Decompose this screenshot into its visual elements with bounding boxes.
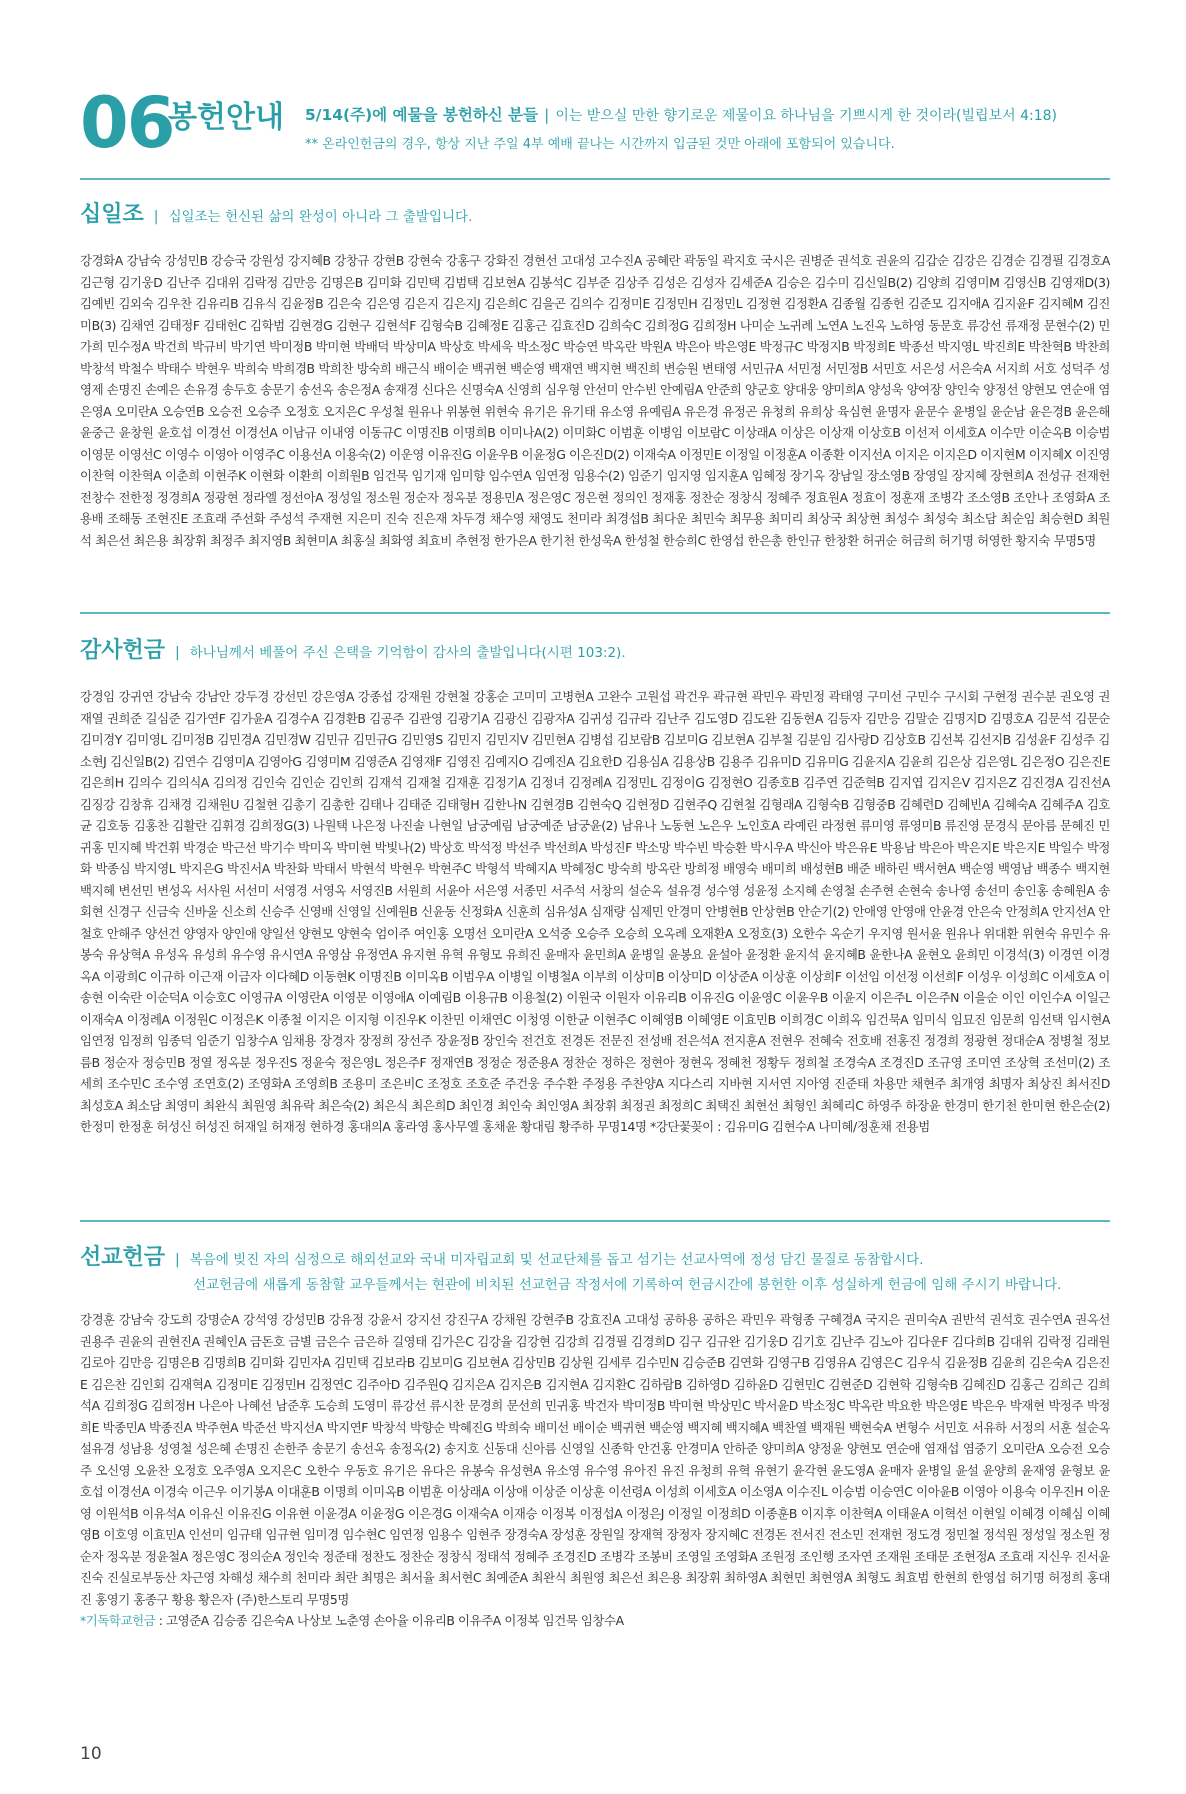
verse-text: 이는 받으실 만한 향기로운 제물이요 하나님을 기쁘시게 한 것이라(빌립보서 4:18) — [555, 108, 1057, 124]
mission-description-2: 선교헌금에 새롭게 동참할 교우들께서는 현관에 비치된 선교헌금 작정서에 기록하여 헌금시간에 봉헌한 이후 성실하게 헌금에 임해 주시기 바랍니다. — [193, 1277, 1062, 1293]
section-number: 06 — [80, 82, 174, 164]
thanks-title: 감사헌금 — [80, 638, 166, 663]
tithe-description: 십일조는 헌신된 삶의 완성이 아니라 그 출발입니다. — [168, 209, 473, 225]
page-number: 10 — [80, 1744, 102, 1764]
subtitle: 5/14(주)에 예물을 봉헌하신 분들 — [305, 106, 539, 124]
thanks-section — [80, 633, 1110, 1138]
divider — [80, 612, 1110, 614]
school-offering-names: : 고영준A 김승종 김은숙A 나상보 노춘영 손아율 이유리B 이유주A 이정복 임건묵 임창수A — [155, 1613, 624, 1628]
separator: | — [175, 1252, 180, 1268]
separator: | — [153, 209, 159, 225]
mission-names-block — [80, 1309, 1110, 1632]
thanks-heading — [80, 633, 1110, 664]
separator: | — [175, 645, 180, 661]
school-offering-label: *기독학교헌금 — [80, 1613, 156, 1628]
online-note: ** 온라인헌금의 경우, 항상 지난 주일 4부 예배 끝나는 시간까지 입금된 것만 아래에 포함되어 있습니다. — [305, 137, 895, 152]
page-header — [80, 84, 1110, 164]
divider — [80, 1220, 1110, 1222]
tithe-heading — [80, 197, 1110, 228]
separator: | — [544, 106, 550, 124]
tithe-title: 십일조 — [80, 202, 144, 227]
divider — [80, 178, 1110, 180]
mission-title: 선교헌금 — [80, 1245, 166, 1270]
tithe-section — [80, 197, 1110, 551]
tithe-names: 강경화A 강남숙 강성민B 강승국 강원성 강지혜B 강창규 강현B 강현숙 강홍구 강화진 경현선 고대성 고수진A 공혜란 곽동일 곽지호 국시은 권병준 권석호 권윤의 김갑순 김강은 김경순 김경필 김경호A 김근형 김기웅D 김난주 김대위 김락정 김만응 김명은B 김미화 김민택 김범택 김보현A 김봉석C 김부준 김상주 김성은 김성자 김세준A 김승은 김수미 김신일B(2) 김양희 김영미M 김영신B 김영재D(3) 김예빈 김외숙 김우찬 김유리B 김유식 김윤정B 김은숙 김은영 김은지 김은지J 김은희C 김을곤 김의수 김정미E 김정민H 김정민L 김정현 김정환A 김종월 김종헌 김준모 김지애A 김지윤F 김지혜M 김진미B(3) 김채연 김태정F 김태헌C 김학범 김현경G 김현구 김현석F 김형숙B 김혜정E 김홍근 김효진D 김희숙C 김희정G 김희정H 나미순 노귀례 노연A 노진옥 노하영 동문호 류강선 류재정 문현수(2) 민가희 민수정A 박건희 박규비 박기연 박미정B 박미현 박배덕 박상미A 박상호 박세욱 박소정C 박승연 박옥란 박원A 박은아 박은영E 박정규C 박정지B 박정희E 박종선 박지영L 박진희E 박찬혁B 박찬희 박창석 박철수 박태수 박현우 박희숙 박희경B 박희찬 방숙희 배근식 배이순 백귀현 백순영 백재연 백지현 백진희 변승원 변태영 서민규A 서민정 서민정B 서민호 서은성 서은숙A 서지희 서호 성덕주 성영제 손명진 손예은 손유경 송두호 송문기 송선옥 송은정A 송재경 신다은 신명숙A 신영희 심우형 안선미 안수빈 안예림A 안준희 양군호 양대웅 양미희A 양성욱 양여장 양인숙 양정선 양현모 연순애 염은영A 오미란A 오승연B 오승전 오승주 오정호 오지은C 우성철 원유나 위봉현 위현숙 유기은 유기태 유소영 유예림A 유은경 유정곤 유청희 유희상 육심현 윤명자 윤문수 윤병일 윤순남 윤은경B 윤은해 윤중근 윤창원 윤호섭 이경선 이경선A 이남규 이내영 이동규C 이명진B 이명희B 이미나A(2) 이미화C 이범훈 이병임 이보람C 이상래A 이상은 이상재 이상호B 이선저 이세호A 이수만 이순옥B 이승범 이영문 이영선C 이영수 이영아 이영주C 이용선A 이용숙(2) 이운영 이유진G 이윤우B 이윤정G 이은진D(2) 이재숙A 이정민E 이정일 이정훈A 이종환 이지선A 이지은 이지은D 이지현M 이지혜X 이진영 이찬혁 이찬혁A 이춘희 이현주K 이현화 이환희 이희원B 임건묵 임기재 임미향 임수연A 임연정 임용수(2) 임준기 임지영 임지훈A 임혜정 장기옥 장남일 장소영B 장영일 장지혜 장현희A 전성규 전재헌 전창수 전한정 정경희A 정광현 정라엘 정선아A 정성일 정소원 정순자 정옥분 정용민A 정은영C 정은현 정의인 정재홍 정찬순 정창식 정혜주 정효원A 정효이 정훈재 조병각 조소영B 조안나 조영화A 조용배 조해동 조현진E 조효래 주선화 주성석 주재현 지은미 진숙 진은재 차두경 채수영 채영도 천미라 최경섭B 최다운 최민숙 최무용 최미리 최상국 최상현 최성수 최성숙 최소담 최순임 최승현D 최원석 최은선 최은용 최장휘 최정주 최지영B 최현미A 최홍실 최화영 최효비 추현정 한가은A 한기천 한성욱A 한성철 한승희C 한영섭 한은총 한인규 한창환 허귀순 허금희 허기명 허영한 황지숙 무명5명 — [80, 253, 1110, 548]
mission-section — [80, 1240, 1110, 1632]
subtitle-line — [305, 103, 1057, 125]
mission-description-1: 복음에 빚진 자의 심정으로 해외선교와 국내 미자립교회 및 선교단체를 돕고 섬기는 선교사역에 정성 담긴 물질로 동참합시다. — [189, 1252, 924, 1268]
thanks-names: 강경임 강귀연 강남숙 강남안 강두경 강선민 강은영A 강종섭 강재원 강현철 강홍순 고미미 고병현A 고완수 고원섭 곽건우 곽규현 곽민우 곽민정 곽태영 구미선 구민수 구시회 구현정 권수분 권오영 권재열 권희준 길심준 김가연F 김가윤A 김경수A 김경환B 김공주 김관영 김광기A 김광신 김광자A 김귀성 김규라 김난주 김도영D 김도완 김동현A 김등자 김만응 김말순 김명지D 김명호A 김문석 김문순 김미경Y 김미영L 김미정B 김민경A 김민경W 김민규 김민규G 김민영S 김민지 김민지V 김민현A 김병섭 김보람B 김보미G 김보현A 김부철 김분임 김사랑D 김상호B 김선복 김선지B 김성윤F 김성주 김소현J 김신일B(2) 김연수 김영미A 김영아G 김영미M 김영준A 김영재F 김영진 김예지O 김예진A 김요한D 김용심A 김용상B 김용주 김유미D 김유미G 김윤지A 김윤희 김은상 김은영L 김은정O 김은진E 김은희H 김의수 김의식A 김의정 김인숙 김인순 김인희 김재석 김재철 김재훈 김정기A 김정녀 김정례A 김정민L 김정이G 김정현O 김종호B 김주연 김준혁B 김지엽 김지은V 김지은Z 김진경A 김진선A 김징강 김창휴 김채경 김채원U 김철현 김총기 김총한 김태나 김태준 김태형H 김한나N 김현경B 김현숙Q 김현정D 김현주Q 김현철 김형래A 김형숙B 김형중B 김혜련D 김혜빈A 김혜숙A 김혜주A 김호균 김호동 김홍찬 김활란 김휘경 김희정G(3) 나원택 나은정 나진솔 나현일 남궁예림 남궁예준 남궁윤(2) 남유나 노동현 노은우 노인호A 라예린 라정현 류미영 류영미B 류진영 문경식 문아름 문혜진 민귀홍 민지혜 박건휘 박경순 박근선 박기수 박미옥 박미현 박빛나(2) 박상호 박석정 박선주 박선희A 박성진F 박소망 박수빈 박승환 박시우A 박신아 박은유E 박용남 박은아 박은지E 박은지E 박일수 박정화 박종심 박지영L 박지은G 박진서A 박찬화 박태서 박현석 박현우 박현주C 박형석 박혜지A 박혜정C 방숙희 방옥란 방희정 배영숙 배미희 배성현B 배준 배하린 백서현A 백순영 백영남 백종수 백지현 백지혜 변선민 변성옥 서사원 서선미 서영경 서영옥 서영진B 서원희 서윤아 서은영 서종민 서주석 서창의 설순옥 설유경 성수영 성윤정 소지혜 손영철 손주현 손현숙 송나영 송선미 송인홍 송혜원A 송회현 신경구 신금숙 신바울 신소희 신승주 신영배 신영일 신예원B 신윤동 신정화A 신훈희 심유성A 심재량 심제민 안경미 안병현B 안상현B 안순기(2) 안애영 안영애 안윤경 안은숙 안정희A 안지선A 안철호 안해주 양선건 양영자 양인애 양일선 양현모 양현숙 엄이주 여인홍 오명선 오미란A 오석중 오승주 오승희 오옥례 오재환A 오정호(3) 오한수 옥순기 우지영 원서윤 원유나 위대환 위현숙 유민수 유봉숙 유상혁A 유성옥 유성희 유수영 유시연A 유영삼 유정연A 유지현 유혁 유형모 유희진 윤매자 윤민희A 윤병일 윤봉요 윤설아 윤정환 윤지석 윤지혜B 윤한나A 윤현오 윤희민 이경석(3) 이경연 이경옥A 이광희C 이규하 이근재 이금자 이다혜D 이동현K 이명진B 이미옥B 이범우A 이병일 이병철A 이부희 이상미B 이상미D 이상준A 이상훈 이상희F 이선임 이선정 이선희F 이성우 이성희C 이세호A 이송현 이숙란 이순덕A 이승호C 이영규A 이영란A 이영문 이영애A 이예림B 이용규B 이용철(2) 이원국 이원자 이유리B 이유진G 이윤영C 이윤우B 이윤지 이은주L 이은주N 이을순 이인 이인수A 이일근 이재숙A 이정례A 이정원C 이정은K 이종철 이지은 이지형 이진우K 이찬민 이채연C 이청영 이한균 이현주C 이혜영B 이혜영E 이효민B 이희경C 이희옥 임건묵A 임미식 임묘진 임문희 임선택 임시현A 임연정 임정희 임종덕 임준기 임창수A 임채용 장경자 장정희 장선주 장윤정B 장인숙 전건호 전경돈 전문진 전성배 전은석A 전지훈A 전현우 전혜숙 전호배 전홍진 정경희 정광현 정대순A 정병철 정보름B 정순자 정승민B 정열 정옥분 정우진S 정윤숙 정은영L 정은주F 정재연B 정정순 정준용A 정찬순 정하은 정현아 정현옥 정혜천 정황두 정희철 조경숙A 조경진D 조규영 조미연 조상혁 조선미(2) 조세희 조수민C 조수영 조연호(2) 조영화A 조영희B 조용미 조은비C 조정호 조호준 주건웅 주수환 주정용 주찬양A 지다스리 지바현 지서연 지아영 진준태 차용만 채현주 최개영 최명자 최상진 최서진D 최성호A 최소담 최영미 최완식 최원영 최유락 최은숙(2) 최은식 최은희D 최인경 최인숙 최인영A 최장휘 최정권 최정희C 최택진 최현선 최형인 최혜리C 하영주 하장윤 한경미 한기천 한미현 한은순(2) 한정미 한정훈 허성신 허성진 허재일 허재정 현하경 홍대의A 홍라영 홍사무엘 홍채윤 황대림 황주하 무명14명 *강단꽃꽂이 : 김유미G 김현수A 나미혜/정훈채 전용범 — [80, 689, 1111, 1134]
thanks-description: 하나님께서 베풀어 주신 은택을 기억함이 감사의 출발입니다(시편 103:2). — [189, 645, 626, 661]
mission-names: 강경훈 강남숙 강도희 강명순A 강석영 강성민B 강유정 강윤서 강지선 강진구A 강채원 강현주B 강효진A 고대성 공하용 공하은 곽민우 곽형종 구혜경A 국지은 권미숙A 권반석 권석호 권수연A 권옥선 권용주 권윤의 권현진A 권혜인A 금돈호 금별 금은수 금은하 길영태 김가은C 김강율 김강현 김강희 김경필 김경희D 김구 김규완 김기웅D 김기호 김난주 김노아 김다운F 김다희B 김대위 김락정 김래원 김로아 김만응 김명은B 김명희B 김미화 김민자A 김민택 김보라B 김보미G 김보현A 김상민B 김상원 김세루 김수민N 김승준B 김연화 김영구B 김영유A 김영은C 김우식 김윤정B 김윤희 김은숙A 김은진E 김은찬 김인회 김재혁A 김정미E 김정민H 김정연C 김주아D 김주원Q 김지은A 김지은B 김지현A 김지환C 김하람B 김하영D 김하윤D 김현민C 김현준D 김현학 김형숙B 김혜진D 김홍근 김희근 김희석A 김희정G 김희정H 나은아 나혜선 남준후 도승희 도영미 류강선 류시찬 문경희 문선희 민귀홍 박건자 박미정B 박미현 박상민C 박서윤D 박소정C 박옥란 박요한 박은영E 박은우 박재현 박정주 박정희E 박종민A 박종진A 박주현A 박준선 박지선A 박지연F 박창석 박향순 박혜진G 박희숙 배미선 배이순 백귀현 백순영 백지혜 백지혜A 백찬열 백재원 백현숙A 변형수 서민호 서유하 서정의 서훈 설순옥 설유경 성남용 성영철 성은혜 손명진 손한주 송문기 송선옥 송정옥(2) 송지호 신동대 신아름 신영일 신종학 안건홍 안경미A 안하준 양미희A 양정윤 양현모 연순애 염재섭 염중기 오미란A 오승전 오승주 오신영 오윤찬 오정호 오주영A 오지은C 오한수 우동호 유기은 유다은 유봉숙 유성현A 유소영 유수영 유아진 유진 유청희 유혁 유현기 윤각현 윤도영A 윤매자 윤병일 윤설 윤양희 윤재영 윤형보 윤호섭 이경선A 이경숙 이근우 이기봉A 이대훈B 이명희 이미옥B 이범훈 이상래A 이상애 이상준 이상훈 이선령A 이성희 이세호A 이소영A 이수진L 이승범 이승연C 이아윤B 이영아 이용숙 이우진H 이운영 이원석B 이유석A 이유신 이유진G 이유현 이윤경A 이윤정G 이은경G 이재숙A 이재승 이정복 이정섭A 이정은J 이정일 이정희D 이종훈B 이지후 이찬혁A 이태윤A 이혁선 이현일 이혜경 이혜심 이혜영B 이호영 이효민A 인선미 임규태 임규현 임미경 임수현C 임연정 임용수 임현주 장경숙A 장성훈 장원일 장재혁 장정자 장지혜C 전경돈 전서진 전소민 전재헌 정도경 정민철 정석원 정성일 정소원 정순자 정옥분 정윤철A 정은영C 정의순A 정인숙 정준태 정찬도 정찬순 정창식 정태석 정혜주 조경진D 조병각 조봉비 조영일 조영화A 조원정 조인행 조자연 조재원 조태문 조현정A 조효래 지신우 진서윤 진숙 진실로부동산 차근영 차해성 채수희 천미라 최란 최명은 최서율 최서현C 최예준A 최완식 최원영 최은선 최은용 최장휘 최하영A 최현민 최현영A 최형도 최효범 한현희 한영섭 허기명 허정희 홍대진 홍영기 홍종구 황용 황은자 (주)한스토리 무명5명 — [80, 1312, 1110, 1607]
section-title: 봉헌안내 — [168, 100, 284, 135]
mission-heading — [80, 1240, 1110, 1271]
